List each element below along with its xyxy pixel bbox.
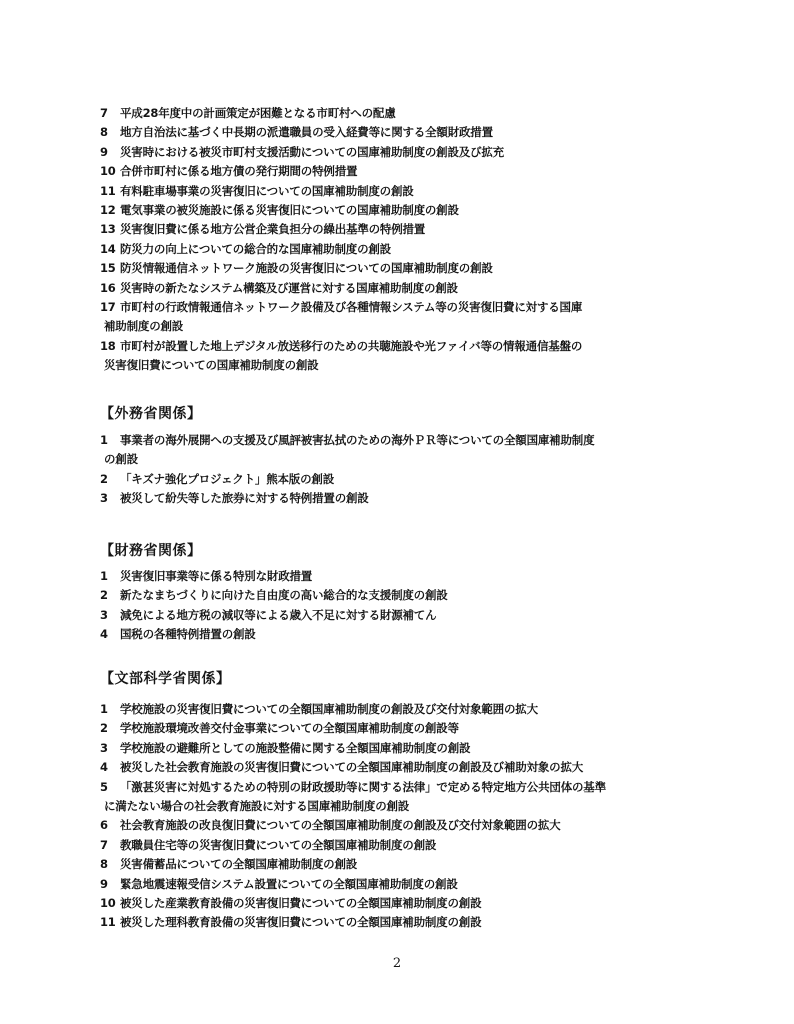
item-number: 3 [100, 491, 108, 506]
item-text: 教職員住宅等の災害復旧費についての全額国庫補助制度の創設 [120, 837, 437, 852]
item-list-general [0, 104, 794, 376]
item-text-continuation: 災害復旧費についての国庫補助制度の創設 [104, 358, 319, 373]
item-text: 被災した社会教育施設の災害復旧費についての全額国庫補助制度の創設及び補助対象の拡大 [120, 760, 584, 775]
item-number: 8 [100, 125, 108, 140]
item-text: 社会教育施設の改良復旧費についての全額国庫補助制度の創設及び交付対象範囲の拡大 [120, 818, 561, 833]
item-number: 10 [100, 896, 116, 911]
section-title-foreign-affairs: 【外務省関係】 [100, 406, 202, 422]
item-number: 1 [100, 569, 108, 583]
item-text: 災害時における被災市町村支援活動についての国庫補助制度の創設及び拡充 [120, 144, 504, 159]
item-text: 防災力の向上についての総合的な国庫補助制度の創設 [120, 241, 391, 256]
item-text: 災害備蓄品についての全額国庫補助制度の創設 [120, 857, 358, 872]
item-number: 18 [100, 338, 116, 353]
item-number: 14 [100, 241, 116, 256]
list-item [0, 758, 794, 777]
item-list-foreign-affairs [0, 431, 794, 509]
item-number: 11 [100, 183, 116, 198]
item-number: 4 [100, 627, 108, 642]
list-item [0, 104, 794, 123]
item-number: 17 [100, 300, 116, 315]
list-item [0, 586, 794, 605]
section-title-finance: 【財務省関係】 [100, 543, 202, 559]
list-item [0, 431, 794, 450]
section-title-education: 【文部科学省関係】 [100, 671, 231, 687]
item-text: 被災して紛失等した旅券に対する特例措置の創設 [120, 491, 369, 506]
item-text-continuation: に満たない場合の社会教育施設に対する国庫補助制度の創設 [104, 799, 410, 814]
item-number: 4 [100, 760, 108, 775]
list-item-continuation [0, 317, 794, 336]
item-text: 被災した産業教育設備の災害復旧費についての全額国庫補助制度の創設 [120, 896, 482, 911]
item-number: 2 [100, 588, 108, 603]
list-item [0, 279, 794, 298]
list-item [0, 778, 794, 797]
item-number: 5 [100, 779, 108, 794]
list-item [0, 855, 794, 874]
item-text: 防災情報通信ネットワーク施設の災害復旧についての国庫補助制度の創設 [120, 261, 493, 276]
list-item [0, 240, 794, 259]
item-text: 電気事業の被災施設に係る災害復旧についての国庫補助制度の創設 [120, 203, 459, 218]
item-number: 1 [100, 702, 108, 716]
item-number: 2 [100, 721, 108, 736]
item-number: 7 [100, 837, 108, 852]
page-number: 2 [392, 956, 402, 971]
list-item [0, 606, 794, 625]
list-item-continuation [0, 797, 794, 816]
item-number: 6 [100, 818, 108, 833]
item-number: 7 [100, 106, 108, 120]
item-number: 16 [100, 280, 116, 295]
item-number: 9 [100, 876, 108, 891]
item-list-finance [0, 567, 794, 645]
item-text: 新たなまちづくりに向けた自由度の高い総合的な支援制度の創設 [120, 588, 448, 603]
item-text-continuation: 補助制度の創設 [104, 319, 184, 334]
item-text: 緊急地震速報受信システム設置についての全額国庫補助制度の創設 [120, 876, 458, 891]
list-item [0, 201, 794, 220]
item-number: 13 [100, 222, 116, 237]
item-number: 1 [100, 433, 108, 447]
item-text: 市町村の行政情報通信ネットワーク設備及び各種情報システム等の災害復旧費に対する国庫 [120, 300, 583, 315]
item-text: 事業者の海外展開への支援及び風評被害払拭のための海外ＰＲ等についての全額国庫補助制度 [120, 433, 595, 447]
list-item [0, 700, 794, 719]
item-text: 「激甚災害に対処するための特別の財政援助等に関する法律」で定める特定地方公共団体の基準 [120, 779, 606, 794]
list-item-continuation [0, 356, 794, 375]
item-number: 10 [100, 164, 116, 179]
item-number: 3 [100, 607, 108, 622]
list-item [0, 625, 794, 644]
item-text: 災害復旧費に係る地方公営企業負担分の繰出基準の特例措置 [120, 222, 426, 237]
item-text: 市町村が設置した地上デジタル放送移行のための共聴施設や光ファイバ等の情報通信基盤の [120, 338, 583, 353]
item-number: 3 [100, 740, 108, 755]
list-item [0, 143, 794, 162]
item-text: 学校施設環境改善交付金事業についての全額国庫補助制度の創設等 [120, 721, 459, 736]
item-text: 「キズナ強化プロジェクト」熊本版の創設 [120, 471, 335, 486]
list-item [0, 875, 794, 894]
item-text-continuation: の創設 [104, 452, 138, 467]
list-item [0, 298, 794, 317]
item-list-education [0, 700, 794, 933]
list-item [0, 836, 794, 855]
list-item [0, 719, 794, 738]
item-number: 12 [100, 203, 116, 218]
item-text: 学校施設の災害復旧費についての全額国庫補助制度の創設及び交付対象範囲の拡大 [120, 702, 538, 716]
list-item [0, 739, 794, 758]
list-item [0, 816, 794, 835]
item-text: 災害復旧事業等に係る特別な財政措置 [120, 569, 313, 583]
item-text: 減免による地方税の減収等による歳入不足に対する財源補てん [120, 607, 437, 622]
list-item [0, 894, 794, 913]
item-text: 地方自治法に基づく中長期の派遣職員の受入経費等に関する全額財政措置 [120, 125, 493, 140]
item-number: 2 [100, 471, 108, 486]
list-item [0, 162, 794, 181]
item-number: 15 [100, 261, 116, 276]
item-number: 8 [100, 857, 108, 872]
item-text: 学校施設の避難所としての施設整備に関する全額国庫補助制度の創設 [120, 740, 471, 755]
list-item [0, 489, 794, 508]
list-item [0, 470, 794, 489]
list-item [0, 567, 794, 586]
list-item [0, 123, 794, 142]
list-item [0, 220, 794, 239]
item-text: 災害時の新たなシステム構築及び運営に対する国庫補助制度の創設 [120, 280, 458, 295]
list-item [0, 259, 794, 278]
item-text: 合併市町村に係る地方債の発行期間の特例措置 [120, 164, 358, 179]
item-text: 有料駐車場事業の災害復旧についての国庫補助制度の創設 [120, 183, 414, 198]
item-number: 11 [100, 915, 116, 930]
item-text: 被災した理科教育設備の災害復旧費についての全額国庫補助制度の創設 [120, 915, 482, 930]
list-item [0, 337, 794, 356]
item-number: 9 [100, 144, 108, 159]
list-item [0, 182, 794, 201]
item-text: 平成28年度中の計画策定が困難となる市町村への配慮 [120, 106, 396, 120]
item-text: 国税の各種特例措置の創設 [120, 627, 256, 642]
list-item [0, 913, 794, 932]
list-item-continuation [0, 450, 794, 469]
